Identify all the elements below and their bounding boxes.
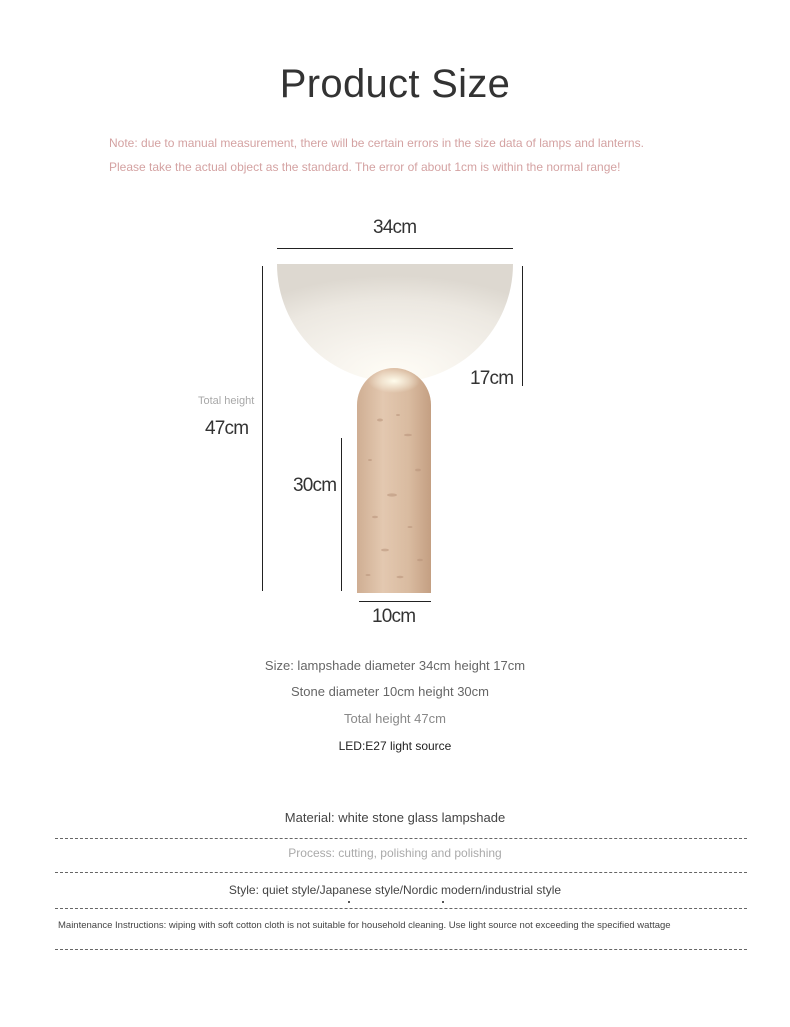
divider-1 (55, 838, 747, 839)
lamp-dimension-diagram (0, 200, 790, 640)
shade-diameter-line (277, 248, 513, 249)
divider-4 (55, 949, 747, 950)
shade-diameter-label: 34cm (373, 217, 417, 238)
stone-diameter-line (359, 601, 431, 602)
detail-style: Style: quiet style/Japanese style/Nordic modern/industrial style (228, 883, 562, 897)
spec-size: Size: lampshade diameter 34cm height 17cm (264, 658, 526, 673)
spec-led: LED:E27 light source (338, 739, 452, 753)
detail-maintenance: Maintenance Instructions: wiping with soft cotton cloth is not suitable for household cleaning. Use light source not exceeding the specified wattage (58, 920, 671, 931)
divider-3 (55, 908, 747, 909)
detail-material: Material: white stone glass lampshade (284, 810, 506, 825)
note-line-1: Note: due to manual measurement, there will be certain errors in the size data of lamps and lanterns. (109, 136, 644, 150)
shade-height-line (522, 266, 523, 386)
decorative-dot (442, 901, 444, 903)
decorative-dot (348, 901, 350, 903)
stone-height-label: 30cm (293, 475, 337, 496)
divider-2 (55, 872, 747, 873)
lamp-illustration (260, 255, 530, 600)
shade-height-label: 17cm (470, 368, 514, 389)
stone-diameter-label: 10cm (372, 606, 416, 627)
detail-process: Process: cutting, polishing and polishing (288, 846, 502, 860)
total-height-label: 47cm (205, 418, 249, 439)
page-title: Product Size (279, 62, 511, 106)
spec-total-height: Total height 47cm (344, 711, 446, 726)
spec-stone: Stone diameter 10cm height 30cm (291, 684, 489, 699)
total-height-caption: Total height (198, 395, 255, 407)
total-height-line (262, 266, 263, 591)
note-line-2: Please take the actual object as the standard. The error of about 1cm is within the normal range! (109, 160, 621, 174)
stone-height-line (341, 438, 342, 591)
